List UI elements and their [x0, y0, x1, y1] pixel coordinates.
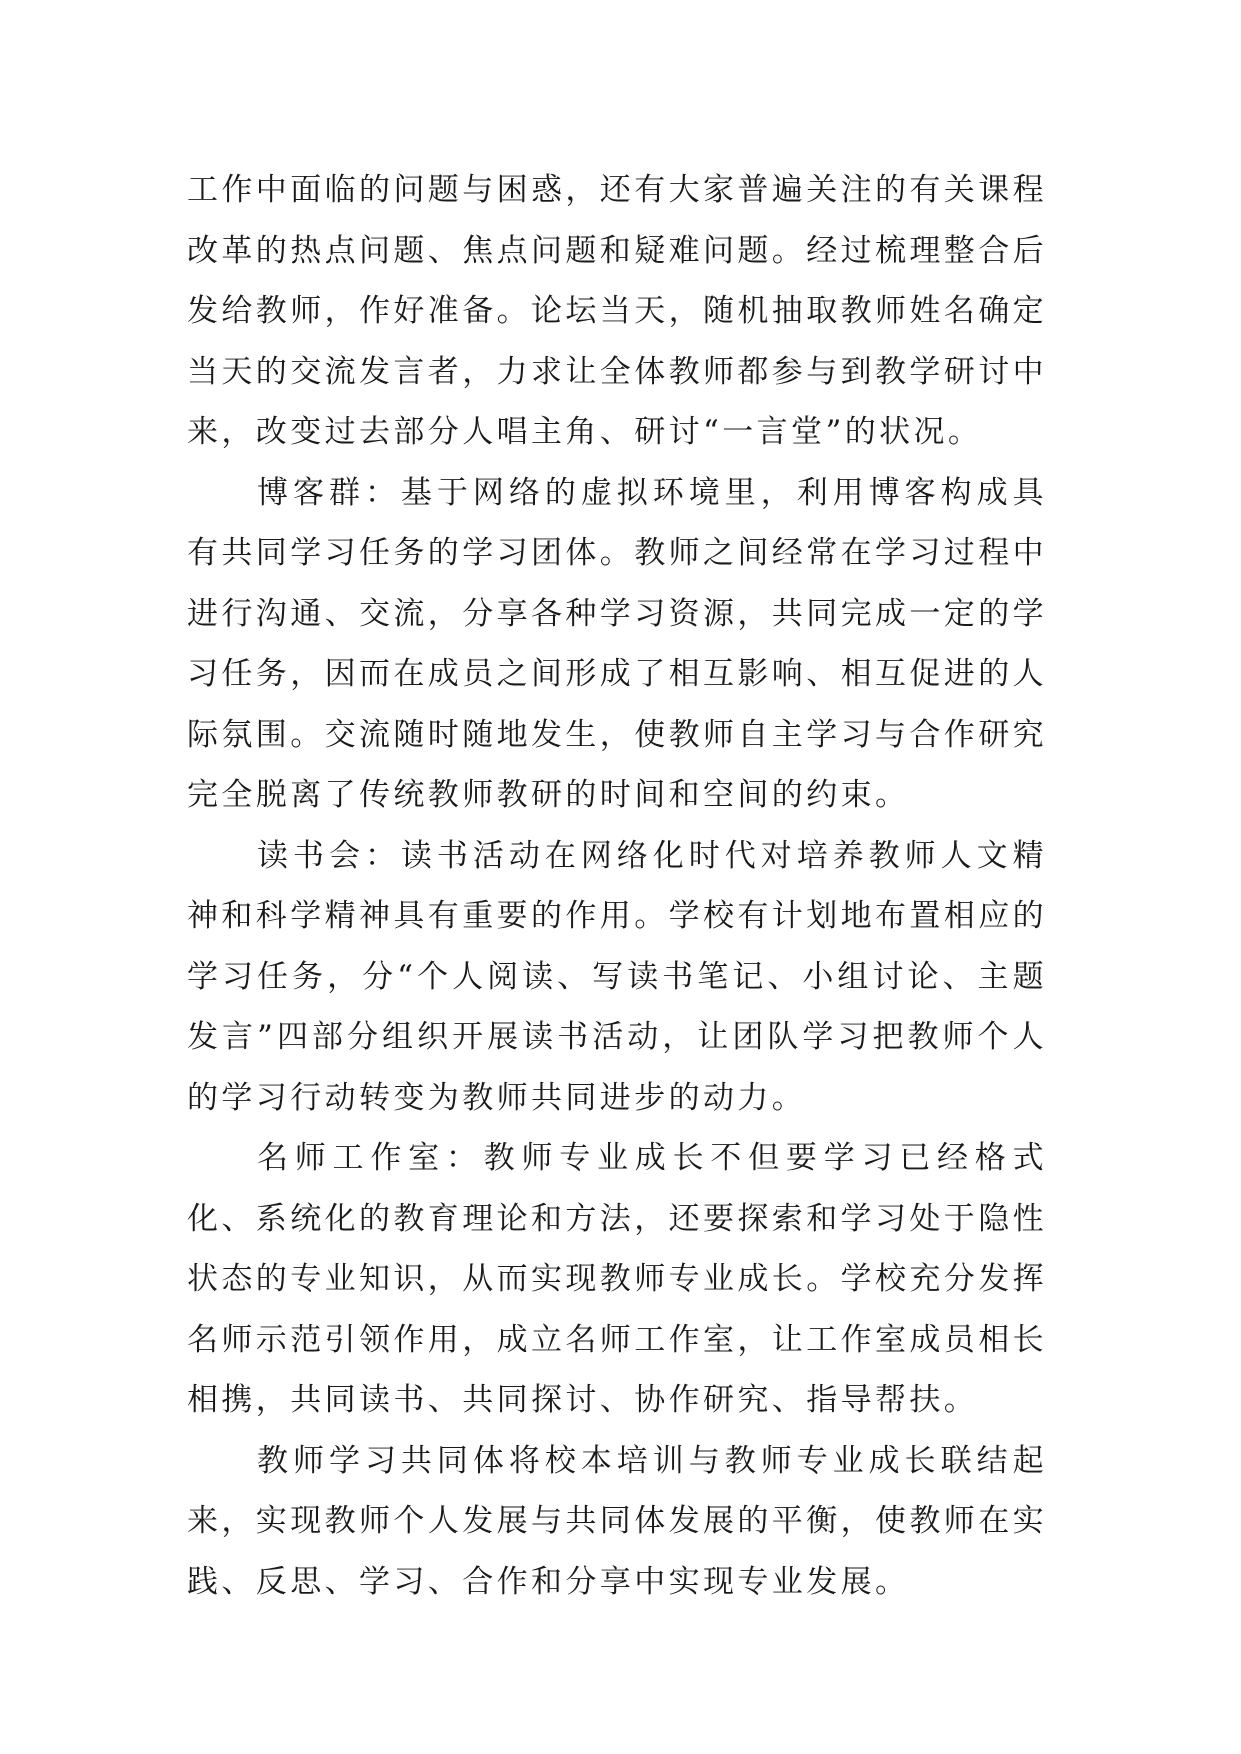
paragraph-continued: 工作中面临的问题与困惑，还有大家普遍关注的有关课程改革的热点问题、焦点问题和疑难问题。经过梳理整合后发给教师，作好准备。论坛当天，随机抽取教师姓名确定当天的交流发言者，力求让全体教师都参与到教学研讨中来，改变过去部分人唱主角、研讨“一言堂”的状况。: [187, 172, 1047, 450]
paragraph-blog-group: 博客群：基于网络的虚拟环境里，利用博客构成具有共同学习任务的学习团体。教师之间经常在学习过程中进行沟通、交流，分享各种学习资源，共同完成一定的学习任务，因而在成员之间形成了相互影响、相互促进的人际氛围。交流随时随地发生，使教师自主学习与合作研究完全脱离了传统教师教研的时间和空间的约束。: [187, 474, 1047, 813]
document-body: [187, 160, 1047, 1612]
paragraph-master-teacher-studio: 名师工作室：教师专业成长不但要学习已经格式化、系统化的教育理论和方法，还要探索和学习处于隐性状态的专业知识，从而实现教师专业成长。学校充分发挥名师示范引领作用，成立名师工作室，让工作室成员相长相携，共同读书、共同探讨、协作研究、指导帮扶。: [187, 1140, 1047, 1418]
paragraph-conclusion: 教师学习共同体将校本培训与教师专业成长联结起来，实现教师个人发展与共同体发展的平衡，使教师在实践、反思、学习、合作和分享中实现专业发展。: [187, 1442, 1047, 1600]
paragraph-reading-club: 读书会：读书活动在网络化时代对培养教师人文精神和科学精神具有重要的作用。学校有计划地布置相应的学习任务，分“个人阅读、写读书笔记、小组讨论、主题发言”四部分组织开展读书活动，让团队学习把教师个人的学习行动转变为教师共同进步的动力。: [187, 837, 1047, 1116]
